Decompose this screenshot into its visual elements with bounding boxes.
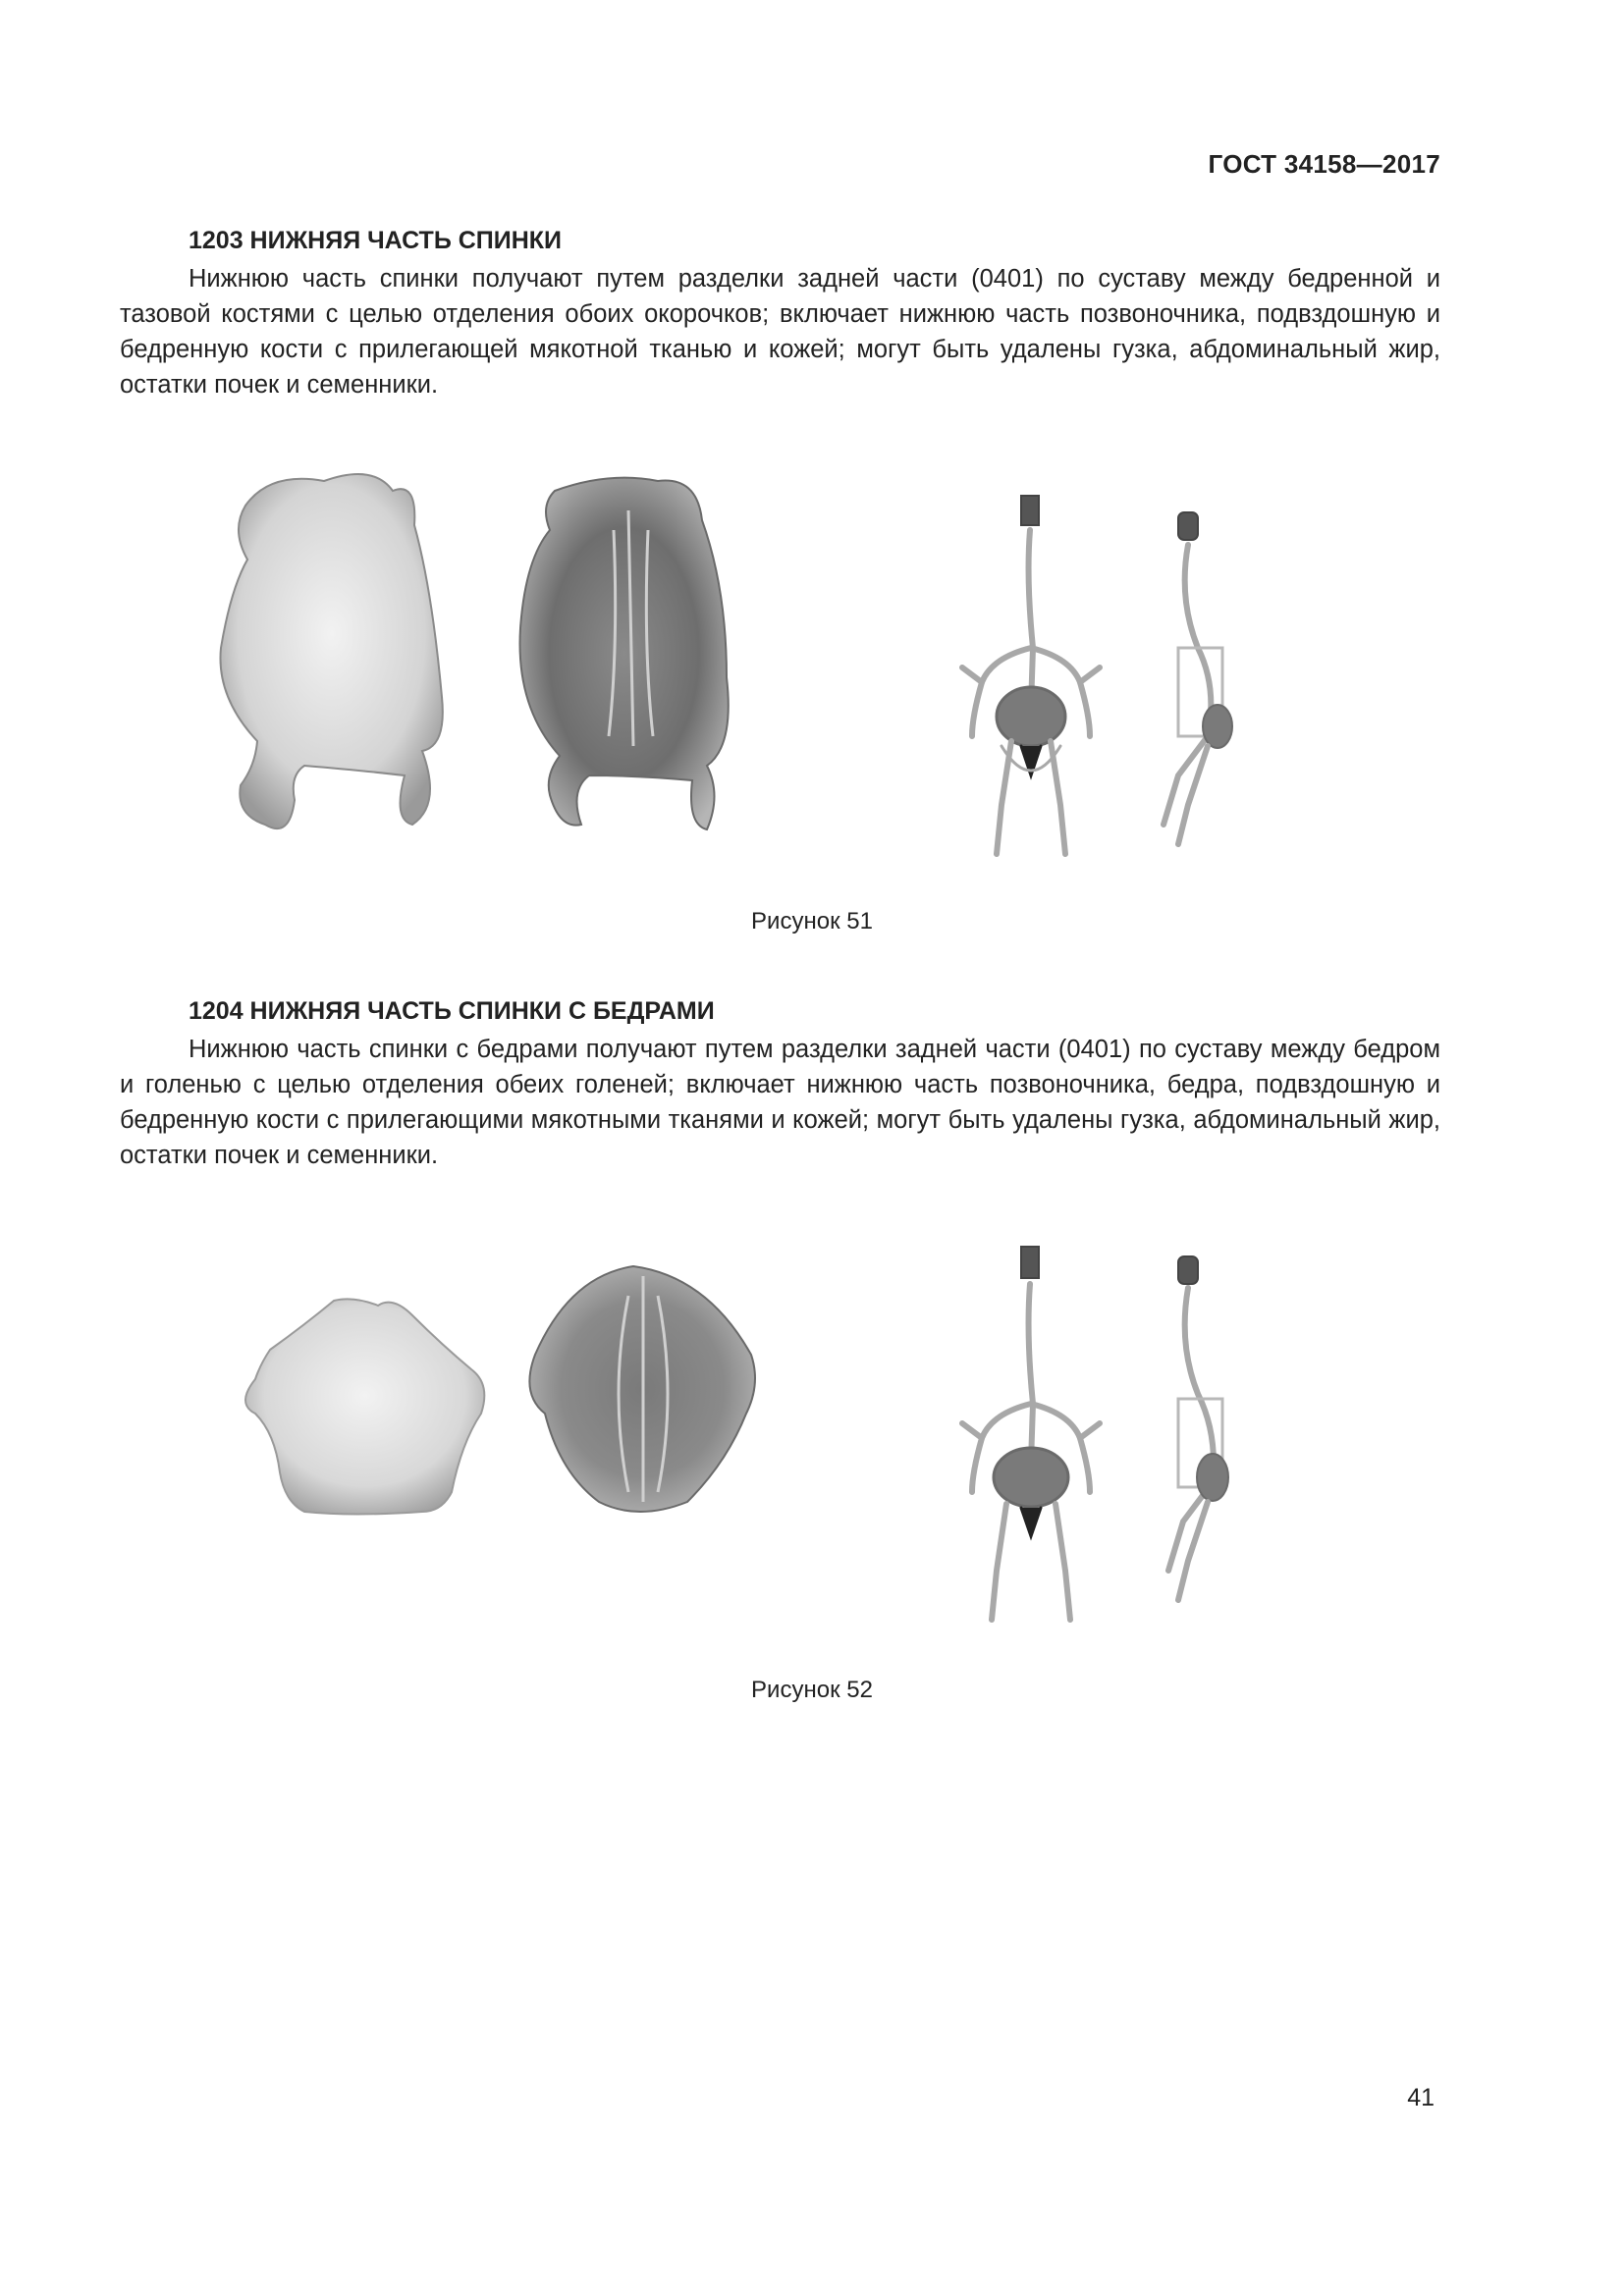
section-body: Нижнюю часть спинки с бедрами получают путем разделки задней части (0401) по суставу между бедром и голенью с целью отделения обеих голеней; включает нижнюю часть позвоночника, бедра, подвздошную и бедренную кости с прилегающими мякотными тканями и кожей; могут быть удалены гузка, абдоминальный жир, остатки почек и семенники. (120, 1036, 1440, 1169)
photo-inside-view (529, 1266, 755, 1512)
photo-skin-side (245, 1299, 484, 1514)
photo-inside-view (520, 478, 729, 829)
photo-skin-side (220, 474, 442, 828)
section-body: Нижнюю часть спинки получают путем разделки задней части (0401) по суставу между бедренной и тазовой костями с целью отделения обоих окорочков; включает нижнюю часть позвоночника, подвздошную и бедренную кости с прилегающей мякотной тканью и кожей; могут быть удалены гузка, абдоминальный жир, остатки почек и семенники. (120, 265, 1440, 399)
section-title: 1204 НИЖНЯЯ ЧАСТЬ СПИНКИ С БЕДРАМИ (189, 997, 715, 1025)
section-title: 1203 НИЖНЯЯ ЧАСТЬ СПИНКИ (189, 227, 563, 254)
skeleton-diagram-side (1168, 1256, 1228, 1600)
page-number: 41 (1407, 2084, 1435, 2111)
skeleton-diagram-front (962, 1247, 1100, 1620)
figure-caption: Рисунок 51 (751, 908, 873, 934)
section-1204 (120, 994, 1440, 1173)
skeleton-diagram-front (962, 496, 1100, 854)
document-header: ГОСТ 34158—2017 (1208, 149, 1440, 179)
figure-52 (196, 1217, 1473, 1649)
section-1203 (120, 224, 1440, 402)
skeleton-diagram-side (1164, 512, 1232, 844)
figure-51 (196, 452, 1473, 883)
figure-caption: Рисунок 52 (751, 1677, 873, 1703)
